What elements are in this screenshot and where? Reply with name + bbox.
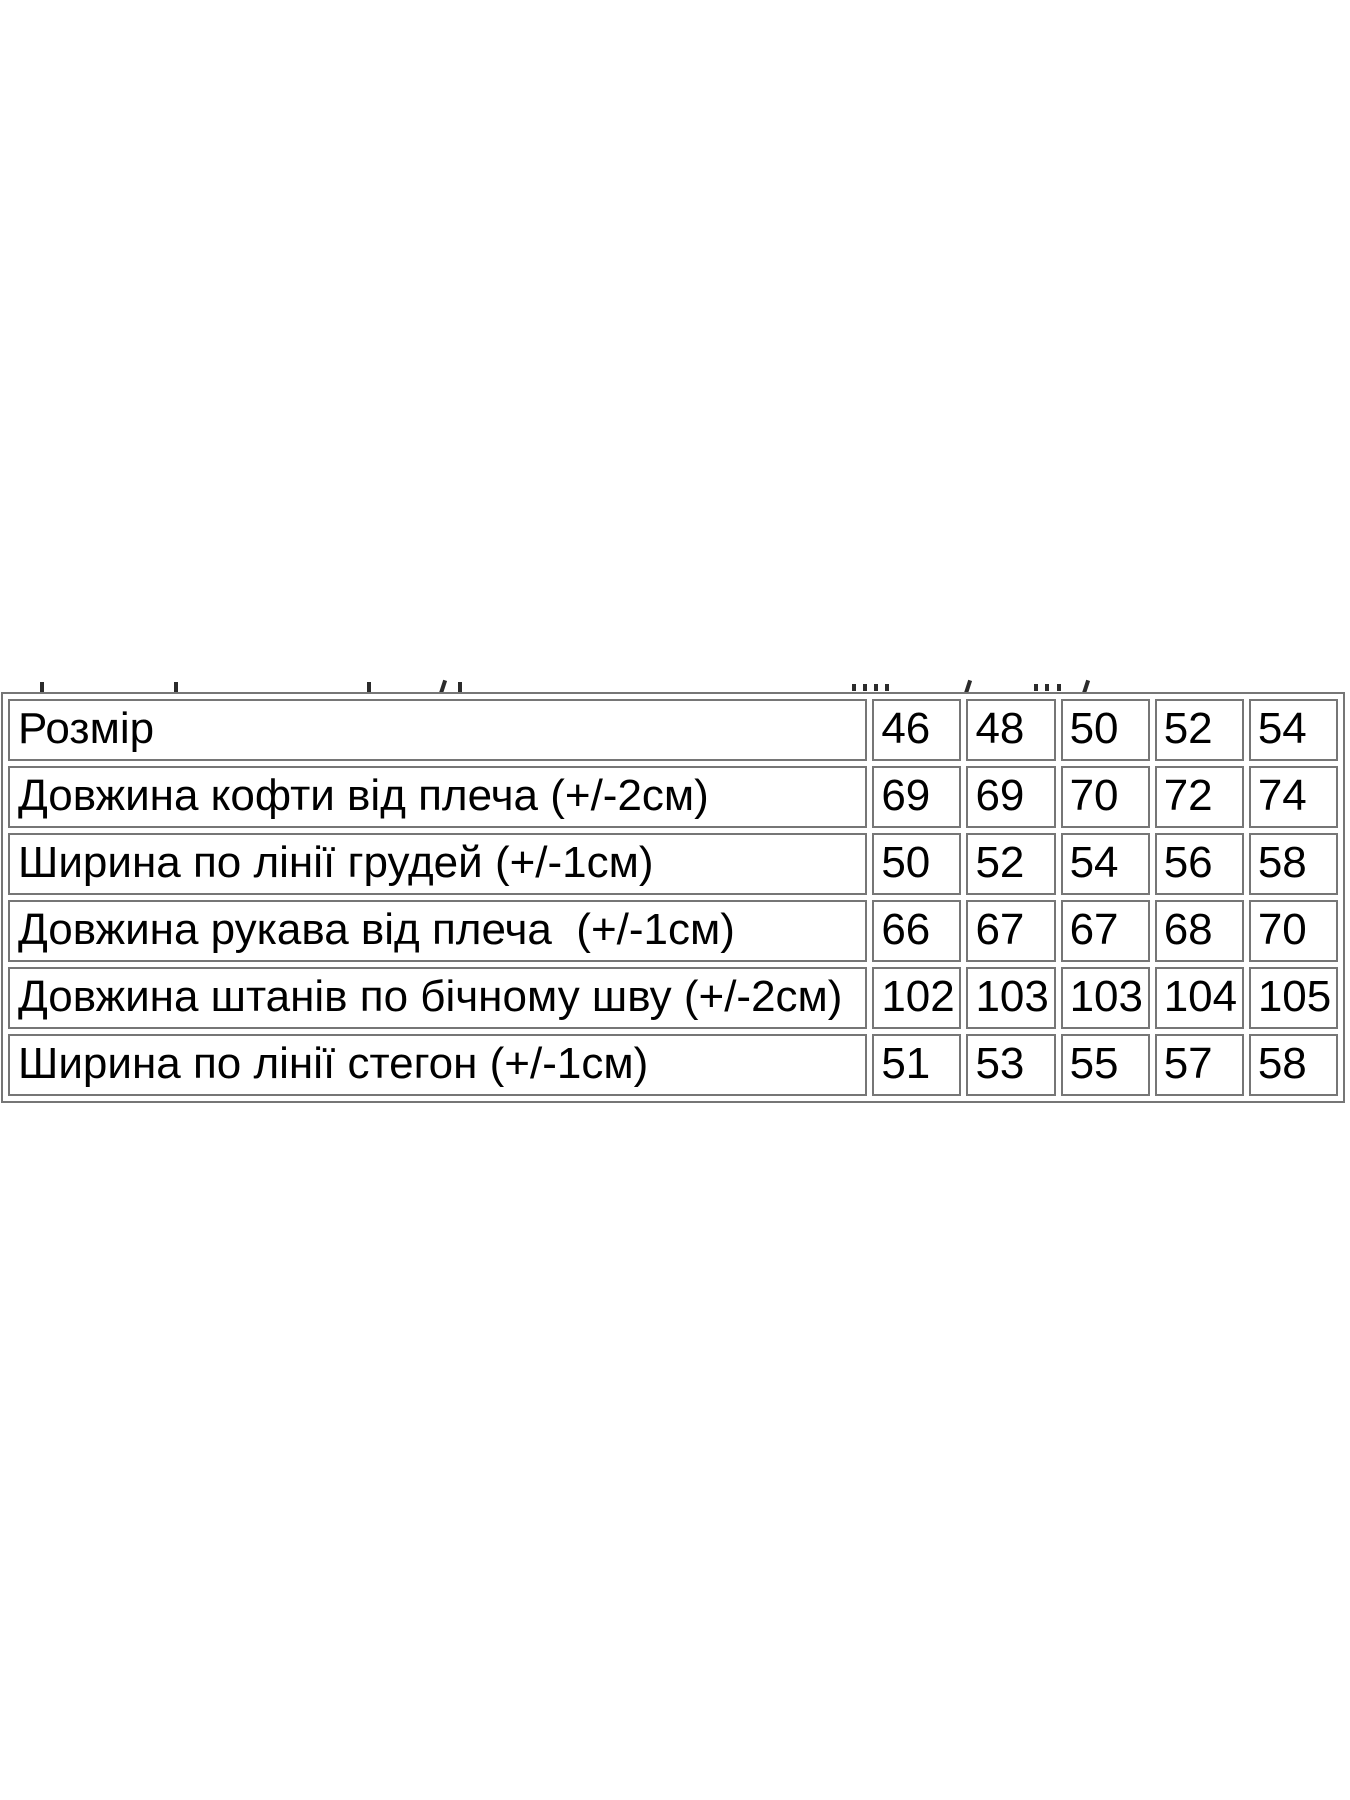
size-chart-row <box>8 967 1338 1029</box>
measurement-label-cell: Довжина кофти від плеча (+/-2см) <box>8 766 867 828</box>
measurement-value-cell: 74 <box>1249 766 1338 828</box>
measurement-value-cell: 58 <box>1249 1034 1338 1096</box>
measurement-value-cell: 53 <box>966 1034 1055 1096</box>
measurement-label-cell: Довжина штанів по бічному шву (+/-2см) <box>8 967 867 1029</box>
measurement-value-cell: 54 <box>1249 699 1338 761</box>
size-chart-row <box>8 1034 1338 1096</box>
measurement-label-cell: Ширина по лінії грудей (+/-1см) <box>8 833 867 895</box>
size-chart-table <box>1 692 1345 1103</box>
clipped-text-fragment <box>863 684 867 691</box>
measurement-value-cell: 70 <box>1061 766 1150 828</box>
clipped-text-fragment <box>874 684 878 691</box>
size-chart-row <box>8 699 1338 761</box>
measurement-value-cell: 54 <box>1061 833 1150 895</box>
measurement-label-cell: Ширина по лінії стегон (+/-1см) <box>8 1034 867 1096</box>
measurement-value-cell: 104 <box>1155 967 1244 1029</box>
clipped-text-fragment <box>1034 684 1038 691</box>
measurement-value-cell: 69 <box>872 766 961 828</box>
measurement-value-cell: 48 <box>966 699 1055 761</box>
measurement-value-cell: 51 <box>872 1034 961 1096</box>
size-chart-row <box>8 833 1338 895</box>
measurement-value-cell: 102 <box>872 967 961 1029</box>
clipped-text-fragments <box>0 0 1350 700</box>
clipped-text-fragment <box>885 684 889 691</box>
size-chart-row <box>8 900 1338 962</box>
measurement-value-cell: 57 <box>1155 1034 1244 1096</box>
measurement-value-cell: 67 <box>966 900 1055 962</box>
clipped-text-fragment <box>852 684 856 691</box>
measurement-value-cell: 58 <box>1249 833 1338 895</box>
measurement-value-cell: 103 <box>1061 967 1150 1029</box>
measurement-value-cell: 46 <box>872 699 961 761</box>
measurement-label-cell: Довжина рукава від плеча (+/-1см) <box>8 900 867 962</box>
measurement-value-cell: 67 <box>1061 900 1150 962</box>
clipped-text-fragment <box>1045 684 1049 691</box>
measurement-value-cell: 52 <box>1155 699 1244 761</box>
measurement-value-cell: 69 <box>966 766 1055 828</box>
measurement-value-cell: 72 <box>1155 766 1244 828</box>
measurement-value-cell: 103 <box>966 967 1055 1029</box>
clipped-text-fragment <box>1057 684 1061 691</box>
size-chart-row <box>8 766 1338 828</box>
measurement-label-cell: Розмір <box>8 699 867 761</box>
measurement-value-cell: 66 <box>872 900 961 962</box>
measurement-value-cell: 68 <box>1155 900 1244 962</box>
measurement-value-cell: 50 <box>872 833 961 895</box>
measurement-value-cell: 52 <box>966 833 1055 895</box>
measurement-value-cell: 70 <box>1249 900 1338 962</box>
measurement-value-cell: 56 <box>1155 833 1244 895</box>
measurement-value-cell: 55 <box>1061 1034 1150 1096</box>
measurement-value-cell: 50 <box>1061 699 1150 761</box>
measurement-value-cell: 105 <box>1249 967 1338 1029</box>
size-chart-table-body <box>8 699 1338 1096</box>
